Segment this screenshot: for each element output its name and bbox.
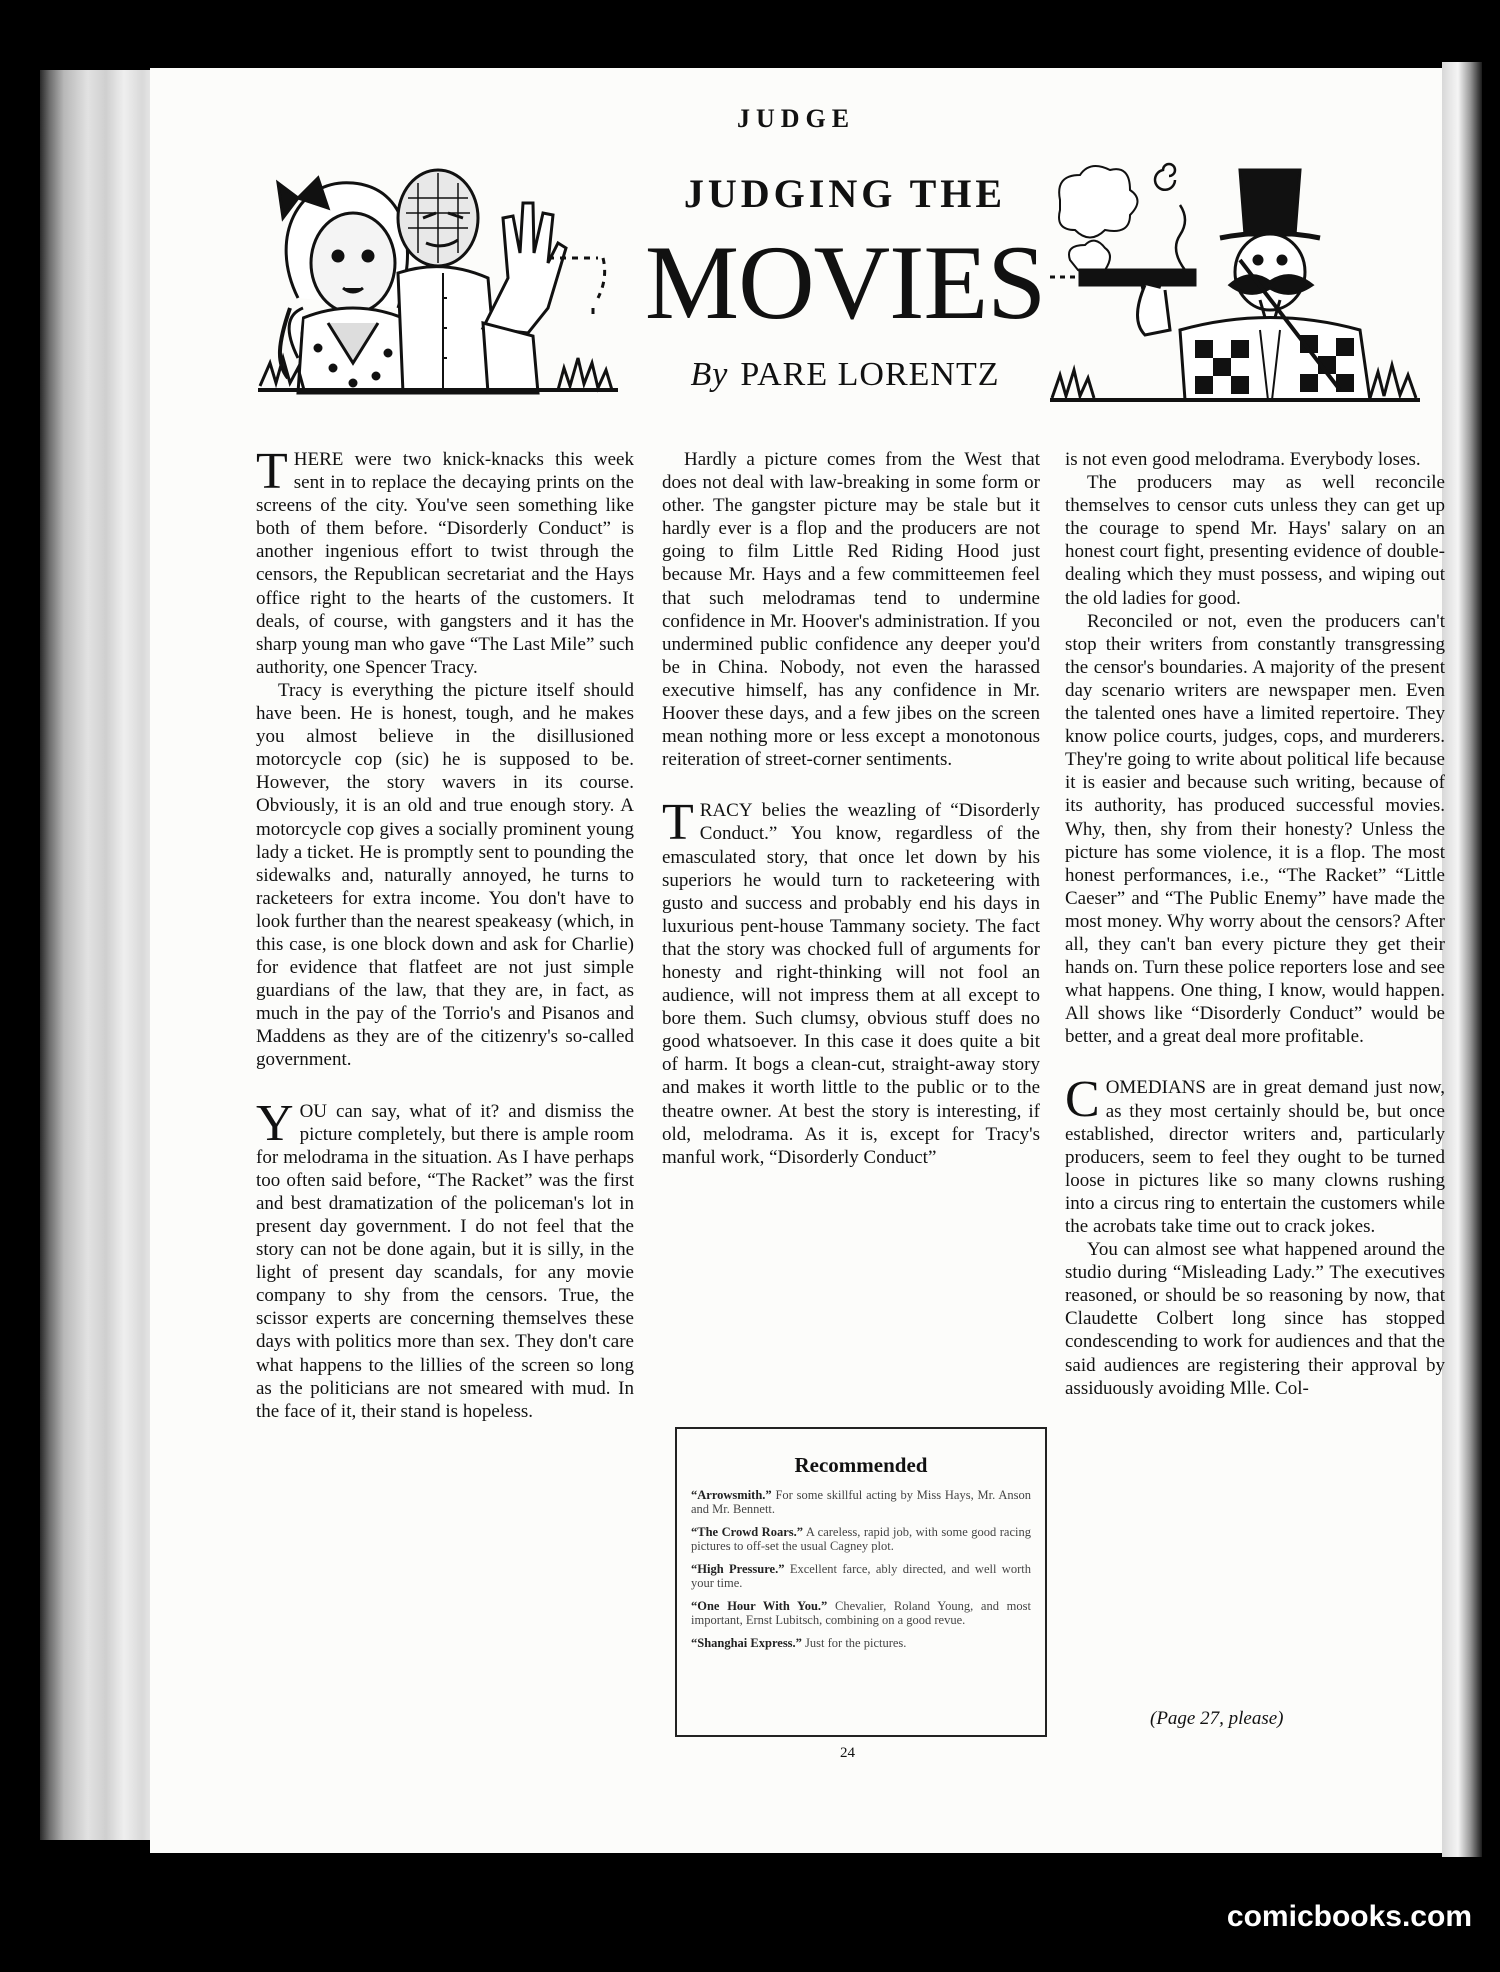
paragraph: Reconciled or not, even the producers can't stop their writers from constantly transgressing the censor's boundaries. A majority of the present day scenario writers are newspaper men. Even the talented ones have a limited repertoire. They know police courts, judges, cops, and murderers. They're going to write about political life because it is easier and because such writing, because of its authority, has produced successful movies. Why, then, shy from their honesty? Unless the picture has some violence, it is a flop. The most honest performances, i.e., “The Racket” “Little Caeser” and “The Public Enemy” have made the most money. Why worry about the censors? After all, they can't ban every picture they get their hands on. Turn these police reporters lose and see what happens. One thing, I know, would happen. All shows like “Disorderly Conduct” would be better, and a great deal more profitable. [1065,610,1445,1048]
drop-cap: T [662,794,694,852]
paragraph: YOU can say, what of it? and dismiss the picture completely, but there is ample room for melodrama in the situation. As I have perhaps too often said before, “The Racket” was the first and best dramatization of the policeman's lot in present day government. I do not feel that the story can not be done again, but it is silly, in the light of present day scandals, for any movie company to shy from the censors. True, the scissor experts are concerning themselves these days with politics more than sex. They don't care what happens to the lillies of the screen so long as the politicians are not smeared with mud. In the face of it, their stand is hopeless. [256,1094,634,1422]
drop-cap: T [256,443,288,500]
drop-cap: C [1065,1071,1100,1129]
paragraph: The producers may as well reconcile themselves to censor cuts unless they can get up the courage to spend Mr. Hays' salary on an honest court fight, presenting evidence of double-dealing which they must possess, and wiping out the old ladies for good. [1065,472,1445,609]
paragraph: Hardly a picture comes from the West that does not deal with law-breaking in some form or other. The gangster picture may be stale but it hardly ever is a flop and the producers are not going to film Little Red Riding Hood just because Mr. Hays and a few committeemen feel that such melodramas tend to undermine confidence in Mr. Hoover's administration. If you undermined public confidence any deeper you'd be in China. Nobody, not even the harassed executive himself, has any confidence in Mr. Hoover these days, and a few jibes on the screen mean nothing more or less except a monotonous reiteration of street-corner sentiments. [662,449,1040,771]
couple-with-raised-hand-illustration [258,158,648,398]
paragraph: THERE were two knick-knacks this week sent in to replace the decaying prints on the screens of the city. You've seen something like both of them before. “Disorderly Conduct” is another ingenious effort to twist through the censors, the Republican secretariat and the Hays office right to the hearts of the customers. It deals, of course, with gangsters and it has the sharp young man who gave “The Last Mile” such authority, one Spencer Tracy. [256,443,634,678]
masthead: JUDGE [736,104,856,133]
article-column-2 [662,448,1040,1169]
recommended-item: “High Pressure.” Excellent farce, ably directed, and well worth your time. [691,1562,1031,1590]
recommended-box [675,1427,1047,1737]
watermark: comicbooks.com [1226,1900,1472,1933]
recommended-heading: Recommended [794,1453,928,1477]
continued-note: (Page 27, please) [1150,1708,1284,1729]
paragraph: TRACY belies the weazling of “Disorderly Conduct.” You know, regardless of the emasculated story, that once let down by his superiors he would turn to racketeering with gusto and success and probably end his days in luxurious pent-house Tammany society. The fact that the story was chocked full of arguments for honesty and right-thinking will not fool an audience, will not impress them at all except to bore them. Such clumsy, obvious stuff does no good whatsoever. In this case it does quite a bit of harm. It bogs a clean-cut, straight-away story and makes it worth little to the public or to the theatre owner. At best the story is interesting, if old, melodrama. As it is, except for Tracy's manful work, “Disorderly Conduct” [662,794,1040,1168]
recommended-item: “Shanghai Express.” Just for the pictures. [691,1636,907,1650]
right-binding-edge [1442,62,1482,1857]
paragraph: Tracy is everything the picture itself should have been. He is honest, tough, and he makes you almost believe in the disillusioned motorcycle cop (sic) he is supposed to be. However, the story wavers in its course. Obviously, it is an old and true enough story. A motorcycle cop gives a socially prominent young lady a ticket. He is promptly sent to pounding the sidewalks and, naturally annoyed, he turns to racketeers for extra income. You don't have to look further than the nearest speakeasy (which, in this case, is one block down and ask for Charlie) for evidence that flatfeet are not just simple guardians of the law, that they are, in fact, as much in the pay of the Torrio's and Pisanos and Maddens as they are of the citizenry's so-called government. [256,679,634,1071]
top-hat-gentleman-with-pistol-illustration [1050,160,1430,410]
page-number: 24 [840,1745,855,1761]
recommended-item: “Arrowsmith.” For some skillful acting by Miss Hays, Mr. Anson and Mr. Bennett. [691,1488,1031,1516]
paragraph: COMEDIANS are in great demand just now, as they most certainly should be, but once established, director writers and, particularly producers, seem to feel they ought to be turned loose in pictures like so many clowns rushing into a circus ring to entertain the customers while the acrobats take time out to crack jokes. [1065,1071,1445,1237]
paragraph: is not even good melodrama. Everybody loses. [1065,449,1421,470]
article-column-3 [1065,448,1445,1400]
title-line-2: MOVIES [644,224,1046,341]
by-word: By [690,356,729,393]
bound-page-edges [40,70,160,1840]
recommended-item: “One Hour With You.” Chevalier, Roland Young, and most important, Ernst Lubitsch, combining on a good revue. [691,1599,1031,1627]
paragraph: You can almost see what happened around the studio during “Misleading Lady.” The executives reasoned, or should be so reasoning by now, that Claudette Colbert long since has stopped condescending to work for audiences and that the said audiences are registering their approval by assiduously avoiding Mlle. Col- [1065,1239,1445,1399]
drop-cap: Y [256,1094,294,1152]
title-line-1: JUDGING THE [683,171,1007,216]
author-name: PARE LORENTZ [740,356,1000,393]
byline [640,356,1050,394]
recommended-item: “The Crowd Roars.” A careless, rapid job, with some good racing pictures to off-set the usual Cagney plot. [691,1525,1032,1553]
article-column-1 [256,443,634,1423]
